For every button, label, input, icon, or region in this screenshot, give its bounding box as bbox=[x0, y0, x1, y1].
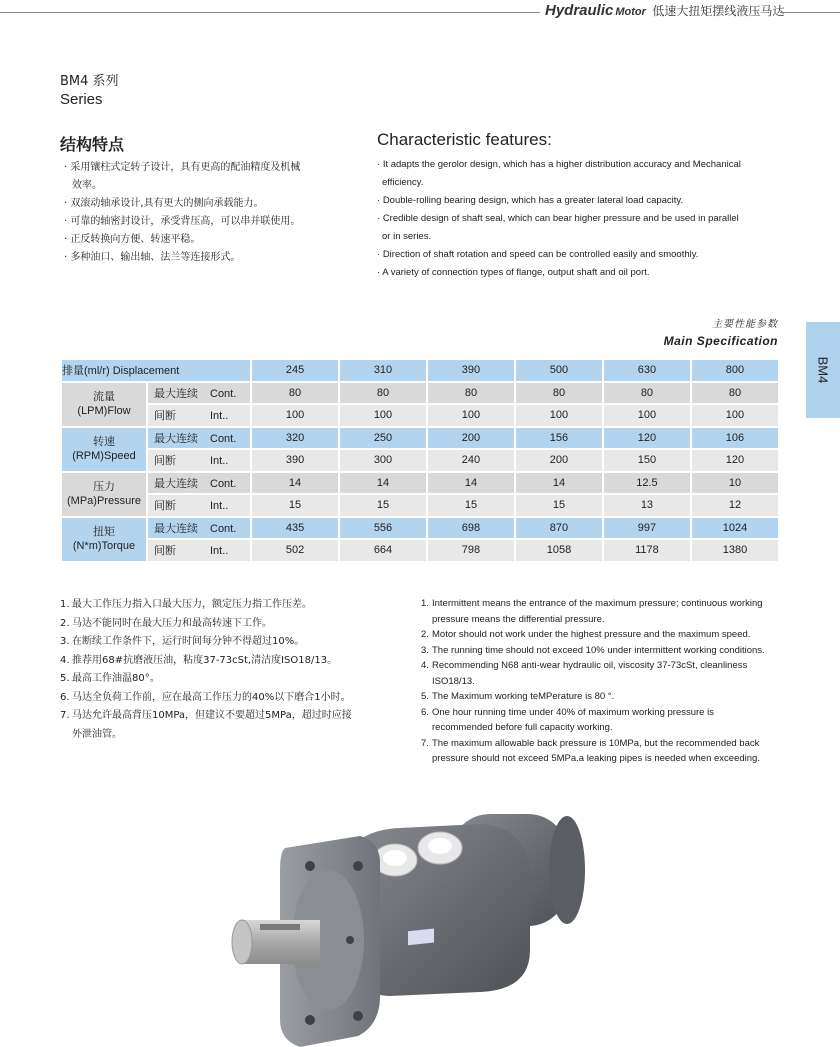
table-row bbox=[62, 540, 778, 561]
table-cell: 14 bbox=[516, 473, 602, 494]
note-en-item bbox=[421, 643, 791, 659]
flow-label bbox=[62, 383, 146, 426]
feature-en-item: · A variety of connection types of flange, output shaft and oil port. bbox=[377, 264, 787, 282]
header-rule-right bbox=[780, 12, 840, 13]
feature-en-item: · Direction of shaft rotation and speed can be controlled easily and smoothly. bbox=[377, 246, 787, 264]
table-cell: 120 bbox=[604, 428, 690, 449]
note-number: 6. bbox=[421, 706, 429, 718]
note-number: 4. bbox=[60, 654, 70, 666]
note-text: The maximum allowable back pressure is 10MPa, but the recommended back bbox=[432, 737, 760, 749]
table-row bbox=[62, 473, 778, 494]
table-cell: 245 bbox=[252, 360, 338, 381]
note-en-item bbox=[421, 689, 791, 705]
spec-table bbox=[60, 358, 780, 563]
int-en: Int.. bbox=[210, 500, 229, 513]
table-cell: 13 bbox=[604, 495, 690, 516]
note-number: 1. bbox=[60, 599, 70, 610]
table-cell: 14 bbox=[252, 473, 338, 494]
table-cell: 100 bbox=[692, 405, 778, 426]
note-en-item bbox=[421, 736, 791, 767]
int-en: Int.. bbox=[210, 410, 229, 423]
pressure-label bbox=[62, 473, 146, 516]
int-label bbox=[148, 450, 250, 471]
cont-en: Cont. bbox=[210, 432, 237, 445]
table-cell: 120 bbox=[692, 450, 778, 471]
note-text-cont: 外泄油管。 bbox=[72, 728, 122, 740]
note-cn-item bbox=[60, 670, 400, 689]
note-cn-item bbox=[60, 707, 400, 744]
note-number: 5. bbox=[60, 673, 70, 684]
pressure-label-cn: 压力 bbox=[93, 481, 115, 493]
table-cell: 80 bbox=[692, 383, 778, 404]
note-number: 4. bbox=[421, 660, 429, 671]
int-label bbox=[148, 495, 250, 516]
table-cell: 12 bbox=[692, 495, 778, 516]
table-cell: 798 bbox=[428, 540, 514, 561]
table-cell: 12.5 bbox=[604, 473, 690, 494]
header-title bbox=[545, 2, 784, 20]
feature-cn-item: · 多种油口、输出轴、法兰等连接形式。 bbox=[60, 249, 350, 267]
feature-cn-item: 效率。 bbox=[72, 180, 102, 191]
note-text: 最高工作油温80°。 bbox=[72, 673, 160, 684]
series-cn: BM4 系列 bbox=[60, 74, 119, 89]
table-cell: 240 bbox=[428, 450, 514, 471]
table-cell: 502 bbox=[252, 540, 338, 561]
int-cn: 间断 bbox=[154, 410, 176, 423]
table-cell: 15 bbox=[252, 495, 338, 516]
table-row bbox=[62, 518, 778, 539]
note-number: 6. bbox=[60, 691, 70, 703]
note-text-cont: pressure should not exceed 5MPa.a leaking pipes is needed when exceeding. bbox=[432, 753, 760, 764]
feature-cn-item: · 双滚动轴承设计,具有更大的侧向承载能力。 bbox=[60, 195, 350, 213]
table-cell: 300 bbox=[340, 450, 426, 471]
table-row bbox=[62, 405, 778, 426]
note-en-item bbox=[421, 705, 791, 736]
note-text: 最大工作压力指入口最大压力，额定压力指工作压差。 bbox=[72, 599, 312, 610]
table-cell: 80 bbox=[252, 383, 338, 404]
note-text-cont: ISO18/13. bbox=[432, 675, 475, 687]
torque-label-cn: 扭矩 bbox=[93, 526, 115, 538]
note-text: Intermittent means the entrance of the maximum pressure; continuous working bbox=[432, 598, 763, 609]
table-cell: 156 bbox=[516, 428, 602, 449]
cont-label bbox=[148, 518, 250, 539]
note-text: 马达不能同时在最大压力和最高转速下工作。 bbox=[72, 617, 272, 629]
note-cn-item bbox=[60, 615, 400, 634]
int-label bbox=[148, 405, 250, 426]
note-text: 在断续工作条件下，运行时间每分钟不得超过10%。 bbox=[72, 636, 305, 647]
series-en: Series bbox=[60, 91, 103, 108]
feature-en-item: · It adapts the gerolor design, which has a higher distribution accuracy and Mechanical bbox=[377, 156, 787, 174]
header-hydraulic: Hydraulic bbox=[545, 2, 614, 19]
table-cell: 10 bbox=[692, 473, 778, 494]
table-cell: 80 bbox=[604, 383, 690, 404]
table-cell: 200 bbox=[428, 428, 514, 449]
speed-label-en: (RPM)Speed bbox=[72, 450, 136, 462]
note-text: 马达允许最高背压10MPa，但建议不要超过5MPa，超过时应接 bbox=[72, 710, 352, 721]
table-cell: 310 bbox=[340, 360, 426, 381]
note-number: 5. bbox=[421, 691, 429, 702]
note-text: 推荐用68#抗磨液压油，粘度37-73cSt,清洁度ISO18/13。 bbox=[72, 654, 338, 666]
note-number: 3. bbox=[60, 636, 70, 647]
feature-en-item: · Credible design of shaft seal, which can bear higher pressure and be used in parallel bbox=[377, 210, 787, 228]
int-cn: 间断 bbox=[154, 545, 176, 558]
feature-cn-item: · 可靠的轴密封设计，承受背压高，可以串并联使用。 bbox=[60, 213, 350, 231]
table-cell: 106 bbox=[692, 428, 778, 449]
note-text: The running time should not exceed 10% under intermittent working conditions. bbox=[432, 644, 765, 656]
bolt-hole-icon bbox=[353, 861, 363, 871]
feature-en-item: efficiency. bbox=[382, 177, 424, 188]
features-en bbox=[377, 130, 787, 282]
table-cell: 1178 bbox=[604, 540, 690, 561]
displacement-label: 排量(ml/r) Displacement bbox=[62, 360, 250, 381]
features-en-title: Characteristic features: bbox=[377, 130, 552, 149]
feature-cn-item: · 正反转换向方便、转速平稳。 bbox=[60, 231, 350, 249]
cont-en: Cont. bbox=[210, 477, 237, 490]
series-title bbox=[60, 70, 119, 108]
table-cell: 100 bbox=[604, 405, 690, 426]
note-en-item bbox=[421, 658, 791, 689]
table-cell: 100 bbox=[252, 405, 338, 426]
cont-cn: 最大连续 bbox=[154, 387, 198, 400]
features-cn bbox=[60, 132, 350, 267]
note-number: 2. bbox=[421, 629, 429, 640]
features-cn-title: 结构特点 bbox=[60, 135, 125, 154]
table-row bbox=[62, 383, 778, 404]
note-cn-item bbox=[60, 633, 400, 652]
table-cell: 997 bbox=[604, 518, 690, 539]
port-plug-icon bbox=[418, 832, 462, 864]
bolt-hole-icon bbox=[353, 1011, 363, 1021]
table-cell: 664 bbox=[340, 540, 426, 561]
int-cn: 间断 bbox=[154, 455, 176, 468]
output-shaft bbox=[232, 920, 320, 964]
table-cell: 15 bbox=[428, 495, 514, 516]
table-cell: 100 bbox=[516, 405, 602, 426]
table-cell: 80 bbox=[516, 383, 602, 404]
table-cell: 80 bbox=[340, 383, 426, 404]
note-number: 2. bbox=[60, 617, 70, 629]
pressure-label-en: (MPa)Pressure bbox=[67, 495, 141, 507]
notes-cn bbox=[60, 596, 400, 744]
spec-title-en: Main Specification bbox=[663, 334, 778, 348]
table-row bbox=[62, 428, 778, 449]
table-cell: 800 bbox=[692, 360, 778, 381]
table-cell: 1380 bbox=[692, 540, 778, 561]
table-cell: 14 bbox=[340, 473, 426, 494]
spec-title-cn: 主要性能参数 bbox=[712, 319, 778, 330]
note-number: 3. bbox=[421, 644, 429, 656]
table-cell: 15 bbox=[340, 495, 426, 516]
feature-en-item: · Double-rolling bearing design, which has a greater lateral load capacity. bbox=[377, 192, 787, 210]
torque-label-en: (N*m)Torque bbox=[72, 540, 136, 552]
notes-en bbox=[421, 596, 791, 767]
int-en: Int.. bbox=[210, 545, 229, 558]
table-cell: 390 bbox=[252, 450, 338, 471]
note-number: 7. bbox=[421, 737, 429, 749]
table-cell: 250 bbox=[340, 428, 426, 449]
int-cn: 间断 bbox=[154, 500, 176, 513]
table-cell: 698 bbox=[428, 518, 514, 539]
note-en-item bbox=[421, 596, 791, 627]
table-row bbox=[62, 495, 778, 516]
note-number: 7. bbox=[60, 710, 70, 721]
note-text-cont: pressure means the differential pressure. bbox=[432, 613, 605, 625]
speed-label-cn: 转速 bbox=[93, 436, 115, 448]
note-cn-item bbox=[60, 689, 400, 708]
cont-label bbox=[148, 428, 250, 449]
table-cell: 80 bbox=[428, 383, 514, 404]
note-text-cont: recommended before full capacity working. bbox=[432, 722, 613, 733]
hydraulic-motor-image bbox=[230, 800, 590, 1047]
table-cell: 320 bbox=[252, 428, 338, 449]
int-en: Int.. bbox=[210, 455, 229, 468]
header-cn: 低速大扭矩摆线液压马达 bbox=[652, 4, 785, 18]
note-cn-item bbox=[60, 652, 400, 671]
table-cell: 630 bbox=[604, 360, 690, 381]
table-cell: 14 bbox=[428, 473, 514, 494]
table-cell: 870 bbox=[516, 518, 602, 539]
feature-en-item: or in series. bbox=[382, 231, 432, 242]
cont-en: Cont. bbox=[210, 522, 237, 535]
torque-label bbox=[62, 518, 146, 561]
label-sticker bbox=[408, 929, 434, 946]
note-text: Motor should not work under the highest pressure and the maximum speed. bbox=[432, 629, 751, 640]
table-cell: 100 bbox=[428, 405, 514, 426]
cont-label bbox=[148, 383, 250, 404]
table-cell: 1058 bbox=[516, 540, 602, 561]
header-motor: Motor bbox=[615, 6, 646, 18]
side-tab-label: BM4 bbox=[815, 356, 831, 384]
page-header bbox=[0, 2, 840, 22]
cont-cn: 最大连续 bbox=[154, 522, 198, 535]
header-rule-left bbox=[0, 12, 540, 13]
table-cell: 200 bbox=[516, 450, 602, 471]
table-cell: 435 bbox=[252, 518, 338, 539]
table-cell: 500 bbox=[516, 360, 602, 381]
note-text: One hour running time under 40% of maximum working pressure is bbox=[432, 706, 714, 718]
speed-label bbox=[62, 428, 146, 471]
note-text: The Maximum working teMPerature is 80 °. bbox=[432, 691, 615, 702]
cont-en: Cont. bbox=[210, 387, 237, 400]
note-number: 1. bbox=[421, 598, 429, 609]
table-row bbox=[62, 360, 778, 381]
bolt-hole-icon bbox=[346, 936, 354, 944]
note-text: Recommending N68 anti-wear hydraulic oil, viscosity 37-73cSt, cleanliness bbox=[432, 660, 748, 671]
note-text: 马达全负荷工作前，应在最高工作压力的40%以下磨合1小时。 bbox=[72, 691, 351, 703]
flow-label-en: (LPM)Flow bbox=[77, 405, 131, 417]
cont-label bbox=[148, 473, 250, 494]
feature-cn-item: · 采用镶柱式定转子设计，具有更高的配油精度及机械 bbox=[60, 159, 350, 177]
table-cell: 1024 bbox=[692, 518, 778, 539]
flow-label-cn: 流量 bbox=[93, 391, 115, 403]
cont-cn: 最大连续 bbox=[154, 477, 198, 490]
table-cell: 390 bbox=[428, 360, 514, 381]
table-cell: 150 bbox=[604, 450, 690, 471]
note-cn-item bbox=[60, 596, 400, 615]
table-cell: 556 bbox=[340, 518, 426, 539]
spec-heading bbox=[664, 315, 778, 348]
bolt-hole-icon bbox=[305, 1015, 315, 1025]
table-row bbox=[62, 450, 778, 471]
note-en-item bbox=[421, 627, 791, 643]
int-label bbox=[148, 540, 250, 561]
cont-cn: 最大连续 bbox=[154, 432, 198, 445]
table-cell: 100 bbox=[340, 405, 426, 426]
side-tab bbox=[806, 322, 840, 418]
table-cell: 15 bbox=[516, 495, 602, 516]
bolt-hole-icon bbox=[305, 861, 315, 871]
